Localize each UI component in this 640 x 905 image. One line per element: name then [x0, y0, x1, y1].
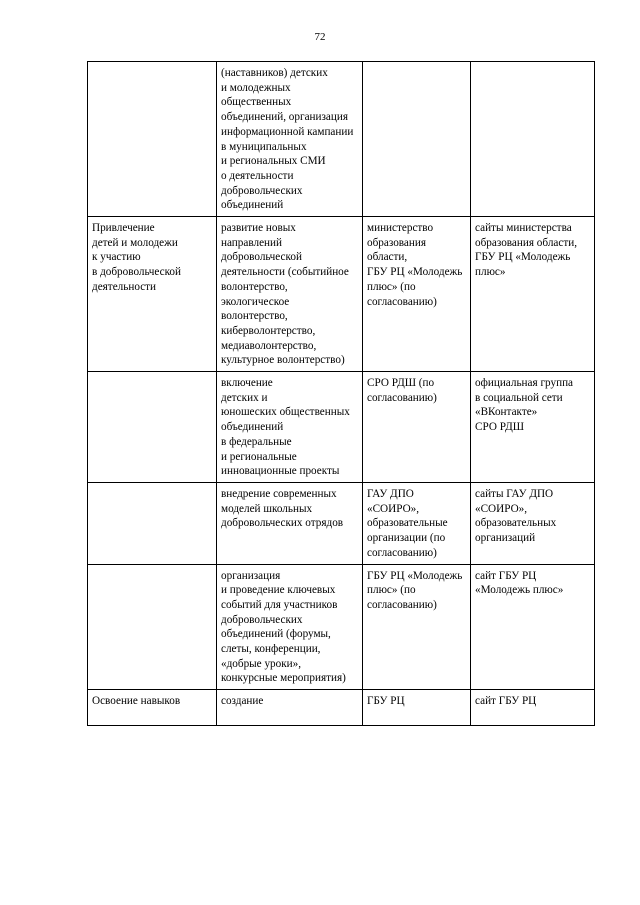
page-number: 72 [314, 31, 326, 43]
direction-cell [88, 482, 217, 564]
executor-cell: ГБУ РЦ [363, 690, 471, 726]
activity-cell: (наставников) детских и молодежных общественных объединений, организация информационной кампании в муниципальных и региональных СМИ о деятельности добровольческих объединений [217, 62, 363, 217]
table-row [88, 62, 595, 217]
resource-cell: сайты ГАУ ДПО «СОИРО», образовательных организаций [471, 482, 595, 564]
activity-cell: развитие новых направлений добровольческой деятельности (событийное волонтерство, экологическое волонтерство, киберволонтерство, медиаволонтерство, культурное волонтерство) [217, 217, 363, 372]
direction-cell [88, 372, 217, 483]
measures-table [87, 61, 595, 726]
executor-cell: министерство образования области, ГБУ РЦ «Молодежь плюс» (по согласованию) [363, 217, 471, 372]
resource-cell: сайты министерства образования области, ГБУ РЦ «Молодежь плюс» [471, 217, 595, 372]
activity-cell: организация и проведение ключевых событий для участников добровольческих объединений (форумы, слеты, конференции, «добрые уроки», конкурсные мероприятия) [217, 564, 363, 690]
executor-cell: ГБУ РЦ «Молодежь плюс» (по согласованию) [363, 564, 471, 690]
direction-cell: Привлечение детей и молодежи к участию в добровольческой деятельности [88, 217, 217, 372]
table-row [88, 564, 595, 690]
resource-cell [471, 62, 595, 217]
resource-cell: официальная группа в социальной сети «ВКонтакте» СРО РДШ [471, 372, 595, 483]
direction-cell [88, 564, 217, 690]
table-row [88, 372, 595, 483]
table-row [88, 482, 595, 564]
table-row [88, 217, 595, 372]
executor-cell: СРО РДШ (по согласованию) [363, 372, 471, 483]
executor-cell [363, 62, 471, 217]
resource-cell: сайт ГБУ РЦ «Молодежь плюс» [471, 564, 595, 690]
table-row [88, 690, 595, 726]
direction-cell [88, 62, 217, 217]
activity-cell: включение детских и юношеских общественных объединений в федеральные и региональные инновационные проекты [217, 372, 363, 483]
executor-cell: ГАУ ДПО «СОИРО», образовательные организации (по согласованию) [363, 482, 471, 564]
activity-cell: внедрение современных моделей школьных добровольческих отрядов [217, 482, 363, 564]
activity-cell: создание [217, 690, 363, 726]
direction-cell: Освоение навыков [88, 690, 217, 726]
resource-cell: сайт ГБУ РЦ [471, 690, 595, 726]
